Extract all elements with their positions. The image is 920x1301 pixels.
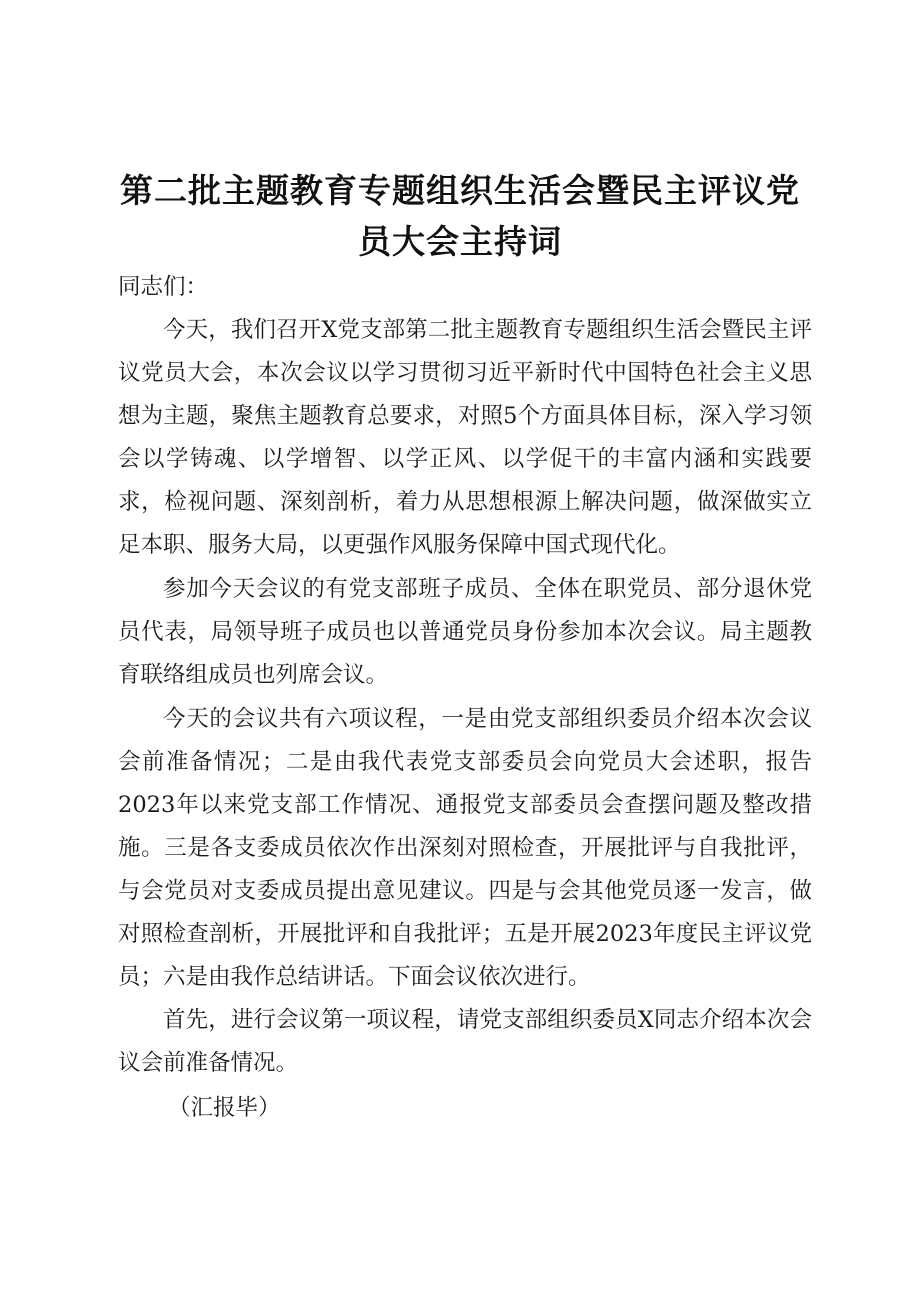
paragraph-opening: 今天，我们召开X党支部第二批主题教育专题组织生活会暨民主评议党员大会，本次会议以学习贯彻习近平新时代中国特色社会主义思想为主题，聚焦主题教育总要求，对照5个方面具体目标，深入学习领会以学铸魂、以学增智、以学正风、以学促干的丰富内涵和实践要求，检视问题、深刻剖析，着力从思想根源上解决问题，做深做实立足本职、服务大局，以更强作风服务保障中国式现代化。 [118, 317, 812, 558]
document-title-line-1: 第二批主题教育专题组织生活会暨民主评议党 [120, 171, 800, 210]
document-title-line-2: 员大会主持词 [358, 222, 562, 261]
salutation: 同志们： [118, 274, 209, 300]
report-end-note: （汇报毕） [168, 1095, 281, 1121]
paragraph-attendees: 参加今天会议的有党支部班子成员、全体在职党员、部分退休党员代表，局领导班子成员也以普通党员身份参加本次会议。局主题教育联络组成员也列席会议。 [118, 576, 812, 688]
paragraph-agenda: 今天的会议共有六项议程，一是由党支部组织委员介绍本次会议会前准备情况；二是由我代表党支部委员会向党员大会述职，报告2023年以来党支部工作情况、通报党支部委员会查摆问题及整改措施。三是各支委成员依次作出深刻对照检查，开展批评与自我批评，与会党员对支委成员提出意见建议。四是与会其他党员逐一发言，做对照检查剖析，开展批评和自我批评；五是开展2023年度民主评议党员；六是由我作总结讲话。下面会议依次进行。 [118, 706, 812, 990]
paragraph-first-item: 首先，进行会议第一项议程，请党支部组织委员X同志介绍本次会议会前准备情况。 [118, 1007, 812, 1076]
